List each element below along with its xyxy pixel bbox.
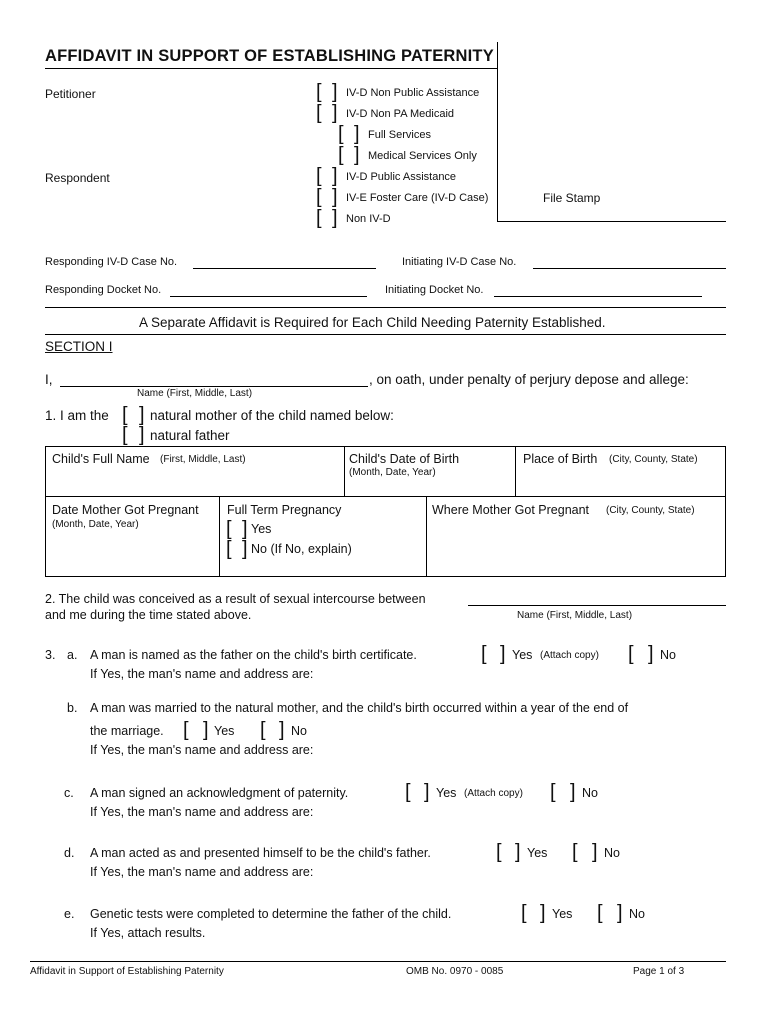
initiating-docket-field[interactable] (494, 296, 702, 297)
bracket-open: [ (597, 902, 603, 924)
bracket-open: [ (481, 643, 487, 665)
item3e-label: e. (64, 907, 75, 921)
divider-rule (45, 334, 726, 335)
stamp-bottom-rule (497, 221, 726, 222)
item3d-text: A man acted as and presented himself to be the child's father. (90, 846, 431, 860)
responding-case-field[interactable] (193, 268, 376, 269)
initiating-docket-label: Initiating Docket No. (385, 284, 484, 296)
item3b-text: A man was married to the natural mother, and the child's birth occurred within a year of the end of (90, 701, 629, 715)
bracket-open: [ (316, 81, 322, 103)
other-party-name-hint: Name (First, Middle, Last) (517, 610, 633, 621)
bracket-open: [ (122, 404, 128, 426)
item3-lead: 3. (45, 648, 56, 662)
child-dob-label: Child's Date of Birth (349, 452, 460, 466)
item3c-text: A man signed an acknowledgment of paternity. (90, 786, 349, 800)
item3d-name-address: If Yes, the man's name and address are: (90, 865, 314, 879)
bracket-open: [ (316, 165, 322, 187)
child-dob-cell[interactable] (344, 446, 516, 497)
bracket-close: ] (279, 719, 285, 741)
responding-case-label: Responding IV-D Case No. (45, 256, 178, 268)
bracket-open: [ (550, 781, 556, 803)
item3e-text: Genetic tests were completed to determine the father of the child. (90, 907, 452, 921)
stamp-divider (497, 42, 498, 222)
footer-rule (30, 961, 726, 962)
full-term-label: Full Term Pregnancy (227, 503, 342, 517)
bracket-open: [ (316, 186, 322, 208)
bracket-close: ] (332, 102, 338, 124)
item2-text-cont: and me during the time stated above. (45, 608, 252, 622)
child-name-cell[interactable] (45, 446, 345, 497)
oath-text: , on oath, under penalty of perjury depose and allege: (369, 372, 689, 387)
no-label: No (604, 846, 620, 860)
bracket-close: ] (354, 144, 360, 166)
initiating-case-field[interactable] (533, 268, 726, 269)
bracket-close: ] (570, 781, 576, 803)
footer-form-name: Affidavit in Support of Establishing Paternity (30, 966, 224, 977)
attach-copy-note: (Attach copy) (540, 650, 599, 661)
bracket-open: [ (572, 841, 578, 863)
bracket-close: ] (332, 186, 338, 208)
where-pregnant-label: Where Mother Got Pregnant (432, 503, 590, 517)
form-title: AFFIDAVIT IN SUPPORT OF ESTABLISHING PATERNITY (45, 47, 494, 65)
natural-mother-label: natural mother of the child named below: (150, 408, 394, 423)
attach-copy-note: (Attach copy) (464, 788, 523, 799)
bracket-close: ] (354, 123, 360, 145)
responding-docket-field[interactable] (170, 296, 367, 297)
petitioner-label: Petitioner (45, 87, 96, 101)
bracket-open: [ (122, 424, 128, 446)
no-label: No (291, 724, 307, 738)
section-heading: SECTION I (45, 339, 113, 354)
item3a-text: A man is named as the father on the child's birth certificate. (90, 648, 417, 662)
bracket-close: ] (139, 424, 145, 446)
natural-father-label: natural father (150, 428, 230, 443)
bracket-close: ] (242, 538, 248, 560)
oath-prefix: I, (45, 372, 53, 387)
bracket-open: [ (628, 643, 634, 665)
yes-label: Yes (214, 724, 235, 738)
other-party-name-field[interactable] (468, 605, 726, 606)
bracket-close: ] (332, 207, 338, 229)
bracket-close: ] (648, 643, 654, 665)
item3e-attach-results: If Yes, attach results. (90, 926, 206, 940)
yes-label: Yes (552, 907, 573, 921)
bracket-close: ] (617, 902, 623, 924)
respondent-label: Respondent (45, 171, 110, 185)
bracket-close: ] (203, 719, 209, 741)
bracket-close: ] (332, 81, 338, 103)
pregnancy-date-label: Date Mother Got Pregnant (52, 503, 199, 517)
bracket-close: ] (424, 781, 430, 803)
case-type-label: Full Services (368, 129, 431, 141)
footer-page-number: Page 1 of 3 (633, 966, 685, 977)
case-type-label: IV-D Non Public Assistance (346, 87, 480, 99)
place-of-birth-hint: (City, County, State) (609, 454, 698, 465)
bracket-open: [ (226, 518, 232, 540)
bracket-open: [ (405, 781, 411, 803)
title-underline (45, 68, 498, 69)
bracket-close: ] (139, 404, 145, 426)
item3b-text-cont: the marriage. (90, 724, 164, 738)
initiating-case-label: Initiating IV-D Case No. (402, 256, 517, 268)
case-type-label: IV-D Public Assistance (346, 171, 457, 183)
item2-text: 2. The child was conceived as a result of sexual intercourse between (45, 592, 426, 606)
yes-label: Yes (512, 648, 533, 662)
pregnancy-date-cell[interactable] (45, 496, 220, 577)
responding-docket-label: Responding Docket No. (45, 284, 162, 296)
item3b-name-address: If Yes, the man's name and address are: (90, 743, 314, 757)
no-label: No (660, 648, 676, 662)
case-type-label: Medical Services Only (368, 150, 477, 162)
separate-affidavit-notice: A Separate Affidavit is Required for Each Child Needing Paternity Established. (139, 315, 606, 330)
where-pregnant-cell[interactable] (426, 496, 726, 577)
where-pregnant-hint: (City, County, State) (606, 505, 695, 516)
item3a-name-address: If Yes, the man's name and address are: (90, 667, 314, 681)
case-type-label: IV-E Foster Care (IV-D Case) (346, 192, 489, 204)
bracket-open: [ (521, 902, 527, 924)
item1-lead: 1. I am the (45, 408, 109, 423)
place-of-birth-label: Place of Birth (523, 452, 598, 466)
item3b-label: b. (67, 701, 78, 715)
child-name-hint: (First, Middle, Last) (160, 454, 246, 465)
bracket-close: ] (515, 841, 521, 863)
item3c-label: c. (64, 786, 74, 800)
footer-omb-number: OMB No. 0970 - 0085 (406, 966, 504, 977)
item3c-name-address: If Yes, the man's name and address are: (90, 805, 314, 819)
no-label: No (582, 786, 598, 800)
case-type-label: IV-D Non PA Medicaid (346, 108, 455, 120)
file-stamp-label: File Stamp (543, 191, 601, 205)
bracket-open: [ (338, 144, 344, 166)
bracket-close: ] (242, 518, 248, 540)
case-type-label: Non IV-D (346, 213, 391, 225)
divider-rule (45, 307, 726, 308)
affiant-name-field[interactable] (60, 386, 368, 387)
item3d-label: d. (64, 846, 75, 860)
bracket-open: [ (183, 719, 189, 741)
bracket-open: [ (260, 719, 266, 741)
full-term-yes-label: Yes (251, 522, 272, 536)
bracket-close: ] (500, 643, 506, 665)
yes-label: Yes (527, 846, 548, 860)
pregnancy-date-hint: (Month, Date, Year) (52, 519, 139, 530)
child-name-label: Child's Full Name (52, 452, 150, 466)
full-term-cell (219, 496, 427, 577)
affiant-name-hint: Name (First, Middle, Last) (137, 388, 253, 399)
bracket-close: ] (332, 165, 338, 187)
full-term-no-label: No (If No, explain) (251, 542, 352, 556)
bracket-open: [ (316, 207, 322, 229)
no-label: No (629, 907, 645, 921)
bracket-close: ] (592, 841, 598, 863)
bracket-close: ] (540, 902, 546, 924)
bracket-open: [ (316, 102, 322, 124)
item3a-label: a. (67, 648, 78, 662)
child-dob-hint: (Month, Date, Year) (349, 467, 436, 478)
bracket-open: [ (496, 841, 502, 863)
bracket-open: [ (226, 538, 232, 560)
bracket-open: [ (338, 123, 344, 145)
place-of-birth-cell[interactable] (515, 446, 726, 497)
yes-label: Yes (436, 786, 457, 800)
